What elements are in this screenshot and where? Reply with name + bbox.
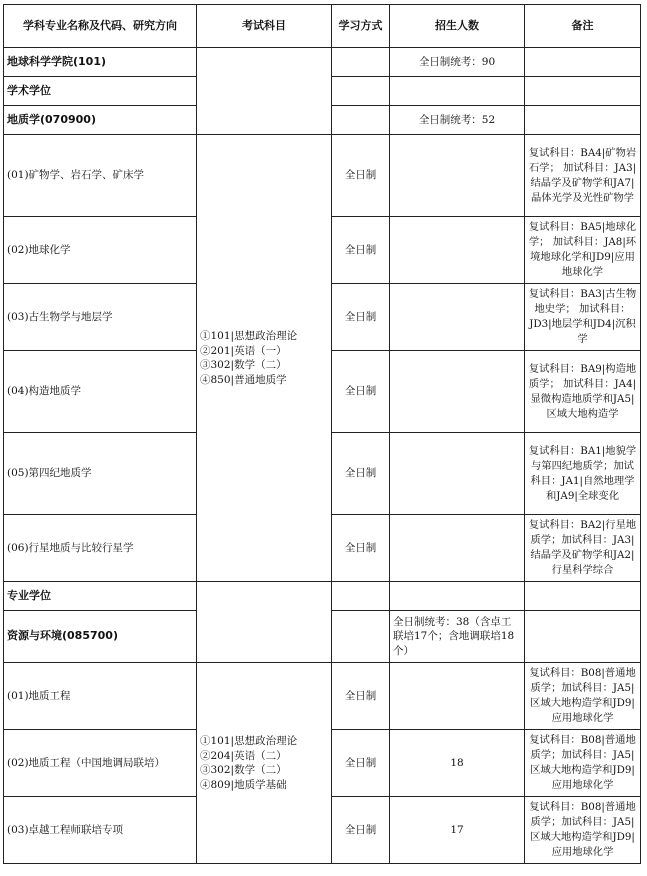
study-mode: 全日制 — [332, 351, 390, 433]
note-cell: 复试科目：B08|普通地质学；加试科目：JA5|区域大地构造学和JD9|应用地球化学 — [525, 663, 641, 730]
table-row — [4, 663, 641, 730]
table-row — [4, 135, 641, 217]
resources-name: 资源与环境(085700) — [4, 611, 197, 663]
subject-line: ②204|英语（二） — [200, 749, 287, 762]
header-study-mode: 学习方式 — [332, 5, 390, 48]
exam-subjects-a — [197, 135, 332, 582]
note-cell: 复试科目：BA9|构造地质学； 加试科目：JA4|显微构造地质学和JA5|区域大地构造学 — [525, 351, 641, 433]
academic-degree-label: 学术学位 — [4, 77, 197, 106]
header-row — [4, 5, 641, 48]
study-mode: 全日制 — [332, 797, 390, 864]
header-notes: 备注 — [525, 5, 641, 48]
academic-enroll-blank — [390, 77, 525, 106]
note-cell: 复试科目：BA5|地球化学； 加试科目：JA8|环境地球化学和JD9|应用地球化学 — [525, 217, 641, 284]
header-enrollment: 招生人数 — [390, 5, 525, 48]
note-cell: 复试科目：B08|普通地质学；加试科目：JA5|区域大地构造学和JD9|应用地球化学 — [525, 797, 641, 864]
note-cell: 复试科目：B08|普通地质学；加试科目：JA5|区域大地构造学和JD9|应用地球化学 — [525, 730, 641, 797]
professional-degree-label: 专业学位 — [4, 582, 197, 611]
college-mode-blank — [332, 48, 390, 77]
admission-table — [3, 4, 641, 864]
admission-table-container — [3, 4, 641, 864]
subject-line: ③302|数学（二） — [200, 764, 287, 776]
enroll-count: 17 — [390, 797, 525, 864]
enroll-blank — [390, 135, 525, 217]
college-name: 地球科学学院(101) — [4, 48, 197, 77]
college-subjects-blank — [197, 48, 332, 135]
direction-name: (02)地球化学 — [4, 217, 197, 284]
study-mode: 全日制 — [332, 284, 390, 351]
college-row — [4, 48, 641, 77]
academic-note-blank — [525, 77, 641, 106]
study-mode: 全日制 — [332, 217, 390, 284]
professional-subjects-blank — [197, 582, 332, 663]
note-cell: 复试科目：BA4|矿物岩石学； 加试科目：JA3|结晶学及矿物学和JA7|晶体光学及光性矿物学 — [525, 135, 641, 217]
professional-row — [4, 582, 641, 611]
enroll-blank — [390, 433, 525, 515]
study-mode: 全日制 — [332, 730, 390, 797]
enroll-blank — [390, 515, 525, 582]
note-cell: 复试科目：BA1|地貌学与第四纪地质学；加试科目：JA1|自然地理学和JA9|全球变化 — [525, 433, 641, 515]
enroll-blank — [390, 284, 525, 351]
college-note-blank — [525, 48, 641, 77]
geology-name: 地质学(070900) — [4, 106, 197, 135]
resources-note-blank — [525, 611, 641, 663]
professional-mode-blank — [332, 582, 390, 611]
direction-name: (04)构造地质学 — [4, 351, 197, 433]
enroll-blank — [390, 351, 525, 433]
subject-line: ④850|普通地质学 — [200, 373, 287, 386]
subject-line: ①101|思想政治理论 — [200, 735, 298, 747]
direction-name: (01)地质工程 — [4, 663, 197, 730]
college-enroll: 全日制统考：90 — [390, 48, 525, 77]
subject-line: ①101|思想政治理论 — [200, 330, 298, 342]
academic-mode-blank — [332, 77, 390, 106]
geology-enroll: 全日制统考：52 — [390, 106, 525, 135]
study-mode: 全日制 — [332, 433, 390, 515]
subject-line: ②201|英语（一） — [200, 344, 287, 357]
professional-note-blank — [525, 582, 641, 611]
note-cell: 复试科目：BA3|古生物地史学； 加试科目：JD3|地层学和JD4|沉积学 — [525, 284, 641, 351]
exam-subjects-b — [197, 663, 332, 864]
geology-mode-blank — [332, 106, 390, 135]
direction-name: (01)矿物学、岩石学、矿床学 — [4, 135, 197, 217]
header-exam-subjects: 考试科目 — [197, 5, 332, 48]
study-mode: 全日制 — [332, 135, 390, 217]
header-major: 学科专业名称及代码、研究方向 — [4, 5, 197, 48]
direction-name: (03)古生物学与地层学 — [4, 284, 197, 351]
direction-name: (06)行星地质与比较行星学 — [4, 515, 197, 582]
professional-enroll-blank — [390, 582, 525, 611]
direction-name: (02)地质工程（中国地调局联培） — [4, 730, 197, 797]
direction-name: (05)第四纪地质学 — [4, 433, 197, 515]
enroll-count — [390, 663, 525, 730]
enroll-count: 18 — [390, 730, 525, 797]
study-mode: 全日制 — [332, 663, 390, 730]
study-mode: 全日制 — [332, 515, 390, 582]
subject-line: ④809|地质学基础 — [200, 778, 287, 791]
geology-note-blank — [525, 106, 641, 135]
resources-enroll: 全日制统考：38（含卓工联培17个；含地调联培18个） — [390, 611, 525, 663]
subject-line: ③302|数学（二） — [200, 359, 287, 371]
resources-mode-blank — [332, 611, 390, 663]
note-cell: 复试科目：BA2|行星地质学；加试科目：JA3|结晶学及矿物学和JA2|行星科学综合 — [525, 515, 641, 582]
enroll-blank — [390, 217, 525, 284]
direction-name: (03)卓越工程师联培专项 — [4, 797, 197, 864]
